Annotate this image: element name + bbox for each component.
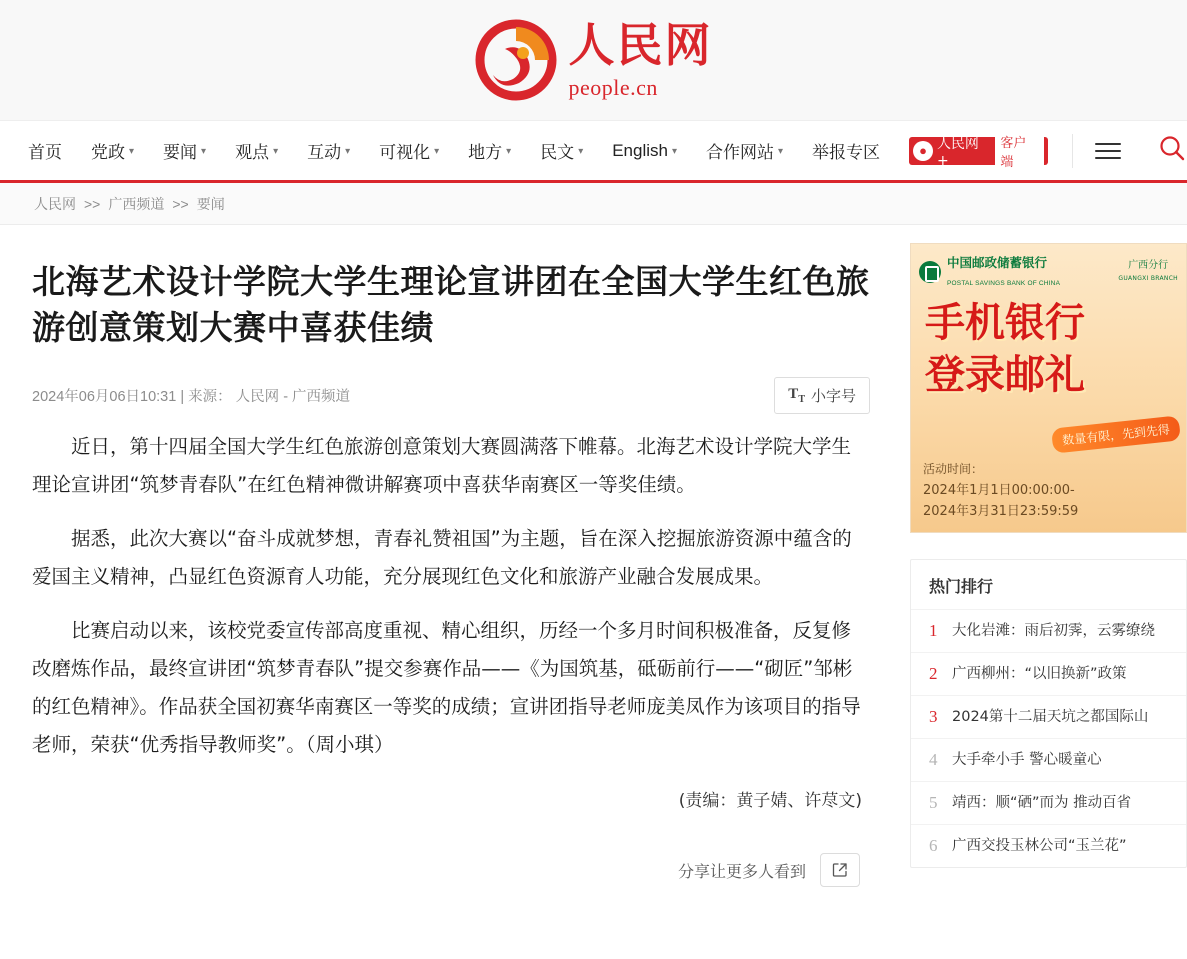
article-body <box>32 428 870 764</box>
list-item[interactable] <box>911 824 1186 867</box>
ad-headline-line2: 登录邮礼 <box>925 352 1085 398</box>
logo-text-en: people.cn <box>568 74 658 100</box>
ad-region-cn: 广西分行 <box>1128 259 1169 271</box>
hot-rank-number: 6 <box>929 836 938 855</box>
article-paragraph-0: 近日，第十四届全国大学生红色旅游创意策划大赛圆满落下帷幕。北海艺术设计学院大学生理论宣讲团“筑梦青春队”在红色精神微讲解赛项中喜获华南赛区一等奖佳绩。 <box>32 435 852 496</box>
nav-label: 民文 <box>540 143 575 162</box>
ad-bank-name-cn: 中国邮政储蓄银行 <box>947 255 1048 270</box>
breadcrumb-separator: >> <box>84 195 101 212</box>
page-body <box>0 225 1187 887</box>
meta-separator: | <box>180 389 189 405</box>
nav-item-0[interactable] <box>28 138 62 163</box>
chevron-down-icon: ▾ <box>506 146 512 157</box>
hot-ranking-title: 热门排行 <box>929 577 994 596</box>
sidebar-column <box>910 225 1187 887</box>
list-item[interactable] <box>911 781 1186 824</box>
article-source[interactable]: 人民网 - 广西频道 <box>235 389 351 405</box>
hot-item-title: 靖西：顺“硒”而为 推动百省 <box>952 795 1132 811</box>
source-label: 来源： <box>188 389 232 405</box>
chevron-down-icon: ▾ <box>201 146 207 157</box>
breadcrumb-item-2[interactable]: 要闻 <box>196 195 225 212</box>
list-item[interactable] <box>911 609 1186 652</box>
nav-label: 举报专区 <box>812 143 881 162</box>
chevron-down-icon: ▾ <box>434 146 440 157</box>
nav-item-10[interactable] <box>812 138 880 163</box>
hot-item-title: 广西交投玉林公司“玉兰花” <box>952 838 1127 854</box>
site-logo[interactable] <box>475 19 713 101</box>
hot-ranking-panel <box>910 559 1187 868</box>
hot-item-title: 大化岩滩：雨后初霁，云雾缭绕 <box>952 623 1155 639</box>
ad-region-en: GUANGXI BRANCH <box>1118 274 1178 282</box>
font-size-button[interactable] <box>774 377 870 414</box>
menu-icon[interactable] <box>1095 138 1121 164</box>
hot-rank-number: 1 <box>929 621 938 640</box>
nav-item-7[interactable] <box>540 138 583 163</box>
article-editor: (责编：黄子婧、许荩文) <box>678 791 862 811</box>
people-logo-small-icon: ● <box>913 141 933 161</box>
nav-label: 合作网站 <box>706 143 775 162</box>
ad-period <box>923 459 1078 522</box>
nav-item-1[interactable] <box>91 138 134 163</box>
ad-period-line1: 2024年1月1日00:00:00- <box>923 483 1075 498</box>
chevron-down-icon: ▾ <box>778 146 784 157</box>
share-row <box>32 853 870 887</box>
nav-divider <box>1072 134 1073 168</box>
list-item[interactable] <box>911 652 1186 695</box>
app-download-badge[interactable] <box>909 135 1048 170</box>
ad-bank-header <box>911 244 1186 294</box>
article-paragraph-2: 比赛启动以来，该校党委宣传部高度重视、精心组织，历经一个多月时间积极准备，反复修改磨炼作品，最终宣讲团“筑梦青春队”提交参赛作品——《为国筑基，砥砺前行——“砌匠”邹彬的红色精神》。作品获全国初赛华南赛区一等奖的成绩；宣讲团指导老师庞美凤作为该项目的指导老师，荣获“优秀指导教师奖”。（周小琪） <box>32 619 861 756</box>
share-label: 分享让更多人看到 <box>677 863 806 881</box>
article-meta <box>32 385 350 406</box>
hot-rank-number: 5 <box>929 793 938 812</box>
article-column <box>0 225 910 887</box>
article-paragraph-1: 据悉，此次大赛以“奋斗成就梦想，青春礼赞祖国”为主题，旨在深入挖掘旅游资源中蕴含的爱国主义精神，凸显红色资源育人功能，充分展现红色文化和旅游产业融合发展成果。 <box>32 527 852 588</box>
nav-item-5[interactable] <box>379 138 439 163</box>
breadcrumb <box>0 183 1187 225</box>
ad-period-line2: 2024年3月31日23:59:59 <box>923 504 1079 519</box>
nav-label: 党政 <box>91 143 125 162</box>
hot-item-title: 2024第十二届天坑之都国际山 <box>952 709 1149 725</box>
nav-item-6[interactable] <box>468 138 511 163</box>
app-client-label: 客户端 <box>995 129 1044 173</box>
nav-label: 地方 <box>468 143 503 162</box>
nav-label: English <box>612 140 668 160</box>
breadcrumb-item-0[interactable]: 人民网 <box>34 195 76 212</box>
app-brand-label: 人民网+ <box>936 135 979 169</box>
chevron-down-icon: ▾ <box>671 146 678 157</box>
nav-label: 互动 <box>307 143 342 162</box>
ad-period-label: 活动时间： <box>923 462 984 476</box>
list-item[interactable] <box>911 695 1186 738</box>
chevron-down-icon: ▾ <box>578 146 584 157</box>
nav-item-4[interactable] <box>307 138 350 163</box>
hot-item-title: 大手牵小手 警心暖童心 <box>952 752 1102 768</box>
ad-headline-line1: 手机银行 <box>925 300 1085 346</box>
breadcrumb-separator: >> <box>172 195 189 212</box>
chevron-down-icon: ▾ <box>345 146 351 157</box>
nav-item-2[interactable] <box>163 138 206 163</box>
nav-item-8[interactable] <box>612 141 677 161</box>
hot-item-title: 广西柳州：“以旧换新”政策 <box>952 666 1127 682</box>
nav-item-9[interactable] <box>706 138 783 163</box>
font-size-label: 小字号 <box>810 388 856 405</box>
share-button[interactable] <box>820 853 860 887</box>
people-cn-logo-icon <box>475 19 557 101</box>
ad-bank-name-en: POSTAL SAVINGS BANK OF CHINA <box>947 280 1061 287</box>
article-meta-row <box>32 377 870 428</box>
hot-rank-number: 2 <box>929 664 938 683</box>
nav-item-3[interactable] <box>235 138 278 163</box>
nav-label: 要闻 <box>163 143 198 162</box>
page-title: 北海艺术设计学院大学生理论宣讲团在全国大学生红色旅游创意策划大赛中喜获佳绩 <box>32 262 870 347</box>
chevron-down-icon: ▾ <box>273 146 279 157</box>
breadcrumb-item-1[interactable]: 广西频道 <box>108 195 165 212</box>
nav-label: 首页 <box>28 143 62 162</box>
main-navigation <box>0 121 1187 183</box>
logo-text-cn: 人民网 <box>568 17 713 72</box>
nav-label: 观点 <box>235 143 270 162</box>
article-date: 2024年06月06日10:31 <box>32 389 177 405</box>
search-icon[interactable] <box>1157 133 1187 168</box>
list-item[interactable] <box>911 738 1186 781</box>
nav-label: 可视化 <box>379 143 431 162</box>
chevron-down-icon: ▾ <box>129 146 135 157</box>
text-size-icon: $T_T$ <box>788 386 805 405</box>
advertisement-banner[interactable] <box>910 243 1187 533</box>
site-header <box>0 0 1187 121</box>
hot-rank-number: 3 <box>929 707 938 726</box>
bank-logo-icon <box>919 261 941 283</box>
ad-ribbon-label: 数量有限，先到先得 <box>1051 415 1181 453</box>
ad-region-tag <box>1118 260 1178 285</box>
hot-rank-number: 4 <box>929 750 938 769</box>
